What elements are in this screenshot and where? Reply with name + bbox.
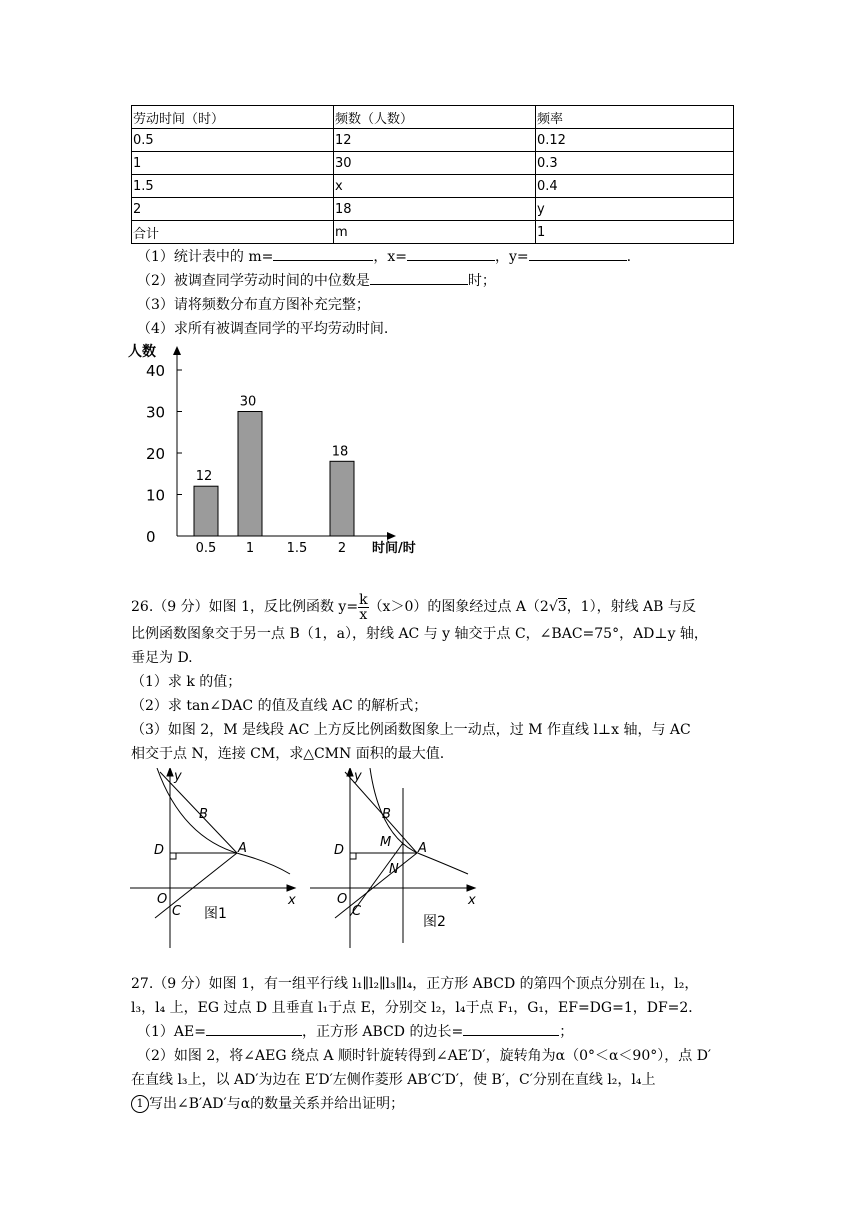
q25-part1 bbox=[137, 246, 631, 266]
bar-value-label: 18 bbox=[331, 444, 349, 460]
table-cell: 0.5 bbox=[132, 129, 334, 152]
x-tick-label: 0.5 bbox=[195, 541, 217, 556]
q25-part3: （3）请将频数分布直方图补充完整； bbox=[137, 297, 370, 313]
q26-line4: （1）求 k 的值； bbox=[131, 674, 242, 690]
bar-value-label: 30 bbox=[239, 394, 257, 410]
frequency-table bbox=[131, 105, 734, 244]
table-cell: 12 bbox=[334, 129, 536, 152]
q26-line1 bbox=[131, 592, 736, 622]
q25-part1-text: ，y= bbox=[495, 249, 529, 265]
q25-part1-text: . bbox=[626, 249, 632, 265]
label-x: x bbox=[288, 893, 296, 908]
y-tick-label: 10 bbox=[146, 486, 166, 505]
histogram-bar bbox=[238, 412, 262, 537]
figure-1-caption: 图1 bbox=[204, 906, 227, 922]
label-x: x bbox=[468, 893, 476, 908]
y-axis-label: 人数 bbox=[128, 344, 156, 360]
y-axis-arrow-icon bbox=[167, 768, 173, 776]
table-row bbox=[132, 152, 734, 175]
q27-text bbox=[131, 972, 736, 1116]
q26-line5: （2）求 tan∠DAC 的值及直线 AC 的解析式； bbox=[131, 698, 428, 714]
sqrt-icon: √ bbox=[548, 599, 558, 615]
q27-line3-text: ； bbox=[559, 1024, 574, 1040]
q26-line7: 相交于点 N，连接 CM，求△CMN 面积的最大值. bbox=[131, 746, 445, 762]
table-cell: y bbox=[536, 198, 734, 221]
label-a: A bbox=[418, 841, 427, 856]
histogram-group bbox=[128, 343, 416, 556]
figure-2-caption: 图2 bbox=[423, 914, 446, 930]
label-d: D bbox=[334, 843, 345, 858]
q26-line1-text: （x＞0）的图象经过点 A（2 bbox=[368, 599, 549, 615]
q25-part1-text: （1）统计表中的 m= bbox=[137, 249, 274, 265]
label-b: B bbox=[382, 807, 391, 822]
label-a: A bbox=[238, 841, 247, 856]
histogram-bar bbox=[194, 486, 218, 536]
label-c: C bbox=[172, 904, 182, 919]
q25-part2-text: 时； bbox=[467, 273, 496, 289]
fraction-denominator: x bbox=[359, 606, 368, 623]
label-y: y bbox=[354, 769, 362, 784]
q26-text bbox=[131, 592, 736, 766]
y-tick-label: 20 bbox=[146, 445, 166, 463]
answer-blank-ae[interactable] bbox=[206, 1021, 302, 1036]
table-cell: 1 bbox=[132, 152, 334, 175]
q26-line3: 垂足为 D. bbox=[131, 650, 193, 666]
q27-line6-text: 写出∠B′AD′与α的数量关系并给出证明； bbox=[149, 1096, 405, 1112]
fraction-numerator: k bbox=[359, 591, 368, 608]
x-tick-label: 2 bbox=[337, 541, 347, 556]
q27-line3-text: （1）AE= bbox=[137, 1024, 206, 1040]
table-cell: 1 bbox=[536, 221, 734, 244]
ray-ac bbox=[335, 853, 417, 918]
right-angle-mark bbox=[350, 853, 356, 859]
q26-line1-text: 26.（9 分）如图 1，反比例函数 y= bbox=[131, 599, 359, 615]
x-axis-label: 时间/时 bbox=[372, 541, 416, 556]
table-cell: 2 bbox=[132, 198, 334, 221]
histogram bbox=[120, 340, 440, 565]
label-d: D bbox=[154, 843, 165, 858]
x-axis-arrow-icon bbox=[467, 885, 475, 891]
q27-line4: （2）如图 2，将∠AEG 绕点 A 顺时针旋转得到∠AE′D′，旋转角为α（0°＜α＜90°），点 D′ bbox=[137, 1048, 712, 1064]
x-tick-label: 1 bbox=[245, 541, 255, 556]
table-cell: 0.3 bbox=[536, 152, 734, 175]
label-o: O bbox=[337, 892, 348, 907]
answer-blank-y[interactable] bbox=[529, 246, 627, 261]
label-b: B bbox=[199, 807, 208, 822]
q27-line2: l₃，l₄ 上，EG 过点 D 且垂直 l₁于点 E，分别交 l₂，l₄于点 F₁，G₁，EF=DG=1，DF=2． bbox=[131, 1000, 703, 1016]
label-o: O bbox=[157, 892, 168, 907]
table-header: 频率 bbox=[536, 106, 734, 129]
table-cell: 18 bbox=[334, 198, 536, 221]
q25-part2 bbox=[137, 270, 496, 290]
q26-line1-text: ，1），射线 AB 与反 bbox=[566, 599, 696, 615]
table-cell: 合计 bbox=[132, 221, 334, 244]
figure-2 bbox=[310, 768, 485, 948]
y-tick-label: 40 bbox=[146, 362, 166, 380]
q27-line6 bbox=[131, 1092, 736, 1116]
figure-1 bbox=[130, 768, 305, 948]
table-header: 频数（人数） bbox=[334, 106, 536, 129]
table-cell: 0.12 bbox=[536, 129, 734, 152]
label-c: C bbox=[352, 904, 362, 919]
answer-blank-m[interactable] bbox=[273, 246, 373, 261]
x-axis-arrow-icon bbox=[287, 885, 295, 891]
label-m: M bbox=[380, 835, 392, 850]
histogram-bar bbox=[330, 461, 354, 536]
table-cell: m bbox=[334, 221, 536, 244]
table-row bbox=[132, 221, 734, 244]
y-tick-label: 0 bbox=[146, 528, 156, 546]
circled-number: 1 bbox=[131, 1095, 149, 1113]
table-cell: x bbox=[334, 175, 536, 198]
x-tick-label: 1.5 bbox=[286, 541, 308, 556]
table-cell: 0.4 bbox=[536, 175, 734, 198]
answer-blank-median[interactable] bbox=[370, 270, 468, 285]
table-row bbox=[132, 198, 734, 221]
q27-line5: 在直线 l₃上，以 AD′为边在 E′D′左侧作菱形 AB′C′D′，使 B′，C′分别在直线 l₂，l₄上 bbox=[131, 1072, 656, 1088]
y-axis-arrow-icon bbox=[173, 346, 181, 355]
bar-value-label: 12 bbox=[195, 469, 213, 485]
fraction-k-over-x bbox=[358, 593, 368, 622]
q27-line3-text: ，正方形 ABCD 的边长= bbox=[301, 1024, 464, 1040]
q25-part1-text: ，x= bbox=[373, 249, 408, 265]
q27-line3 bbox=[131, 1020, 736, 1044]
right-angle-mark bbox=[170, 853, 176, 859]
q27-line1: 27.（9 分）如图 1，有一组平行线 l₁∥l₂∥l₃∥l₄，正方形 ABCD 的第四个顶点分别在 l₁，l₂， bbox=[131, 976, 699, 992]
table-header: 劳动时间（时） bbox=[132, 106, 334, 129]
label-n: N bbox=[389, 862, 399, 877]
q25-part4: （4）求所有被调查同学的平均劳动时间. bbox=[137, 321, 389, 337]
q26-line6: （3）如图 2，M 是线段 AC 上方反比例函数图象上一动点，过 M 作直线 l⊥x 轴，与 AC bbox=[131, 722, 691, 738]
table-row bbox=[132, 129, 734, 152]
q26-line2: 比例函数图象交于另一点 B（1，a），射线 AC 与 y 轴交于点 C，∠BAC=75°，AD⊥y 轴， bbox=[131, 626, 708, 642]
sqrt-argument: 3 bbox=[557, 599, 567, 615]
table-cell: 30 bbox=[334, 152, 536, 175]
answer-blank-side[interactable] bbox=[463, 1021, 559, 1036]
table-cell: 1.5 bbox=[132, 175, 334, 198]
y-tick-label: 30 bbox=[146, 403, 166, 422]
label-y: y bbox=[174, 769, 182, 784]
q25-part2-text: （2）被调查同学劳动时间的中位数是 bbox=[137, 273, 370, 289]
table-header-row bbox=[132, 106, 734, 129]
table-row bbox=[132, 175, 734, 198]
answer-blank-x[interactable] bbox=[407, 246, 495, 261]
x-axis-arrow-icon bbox=[387, 532, 396, 540]
